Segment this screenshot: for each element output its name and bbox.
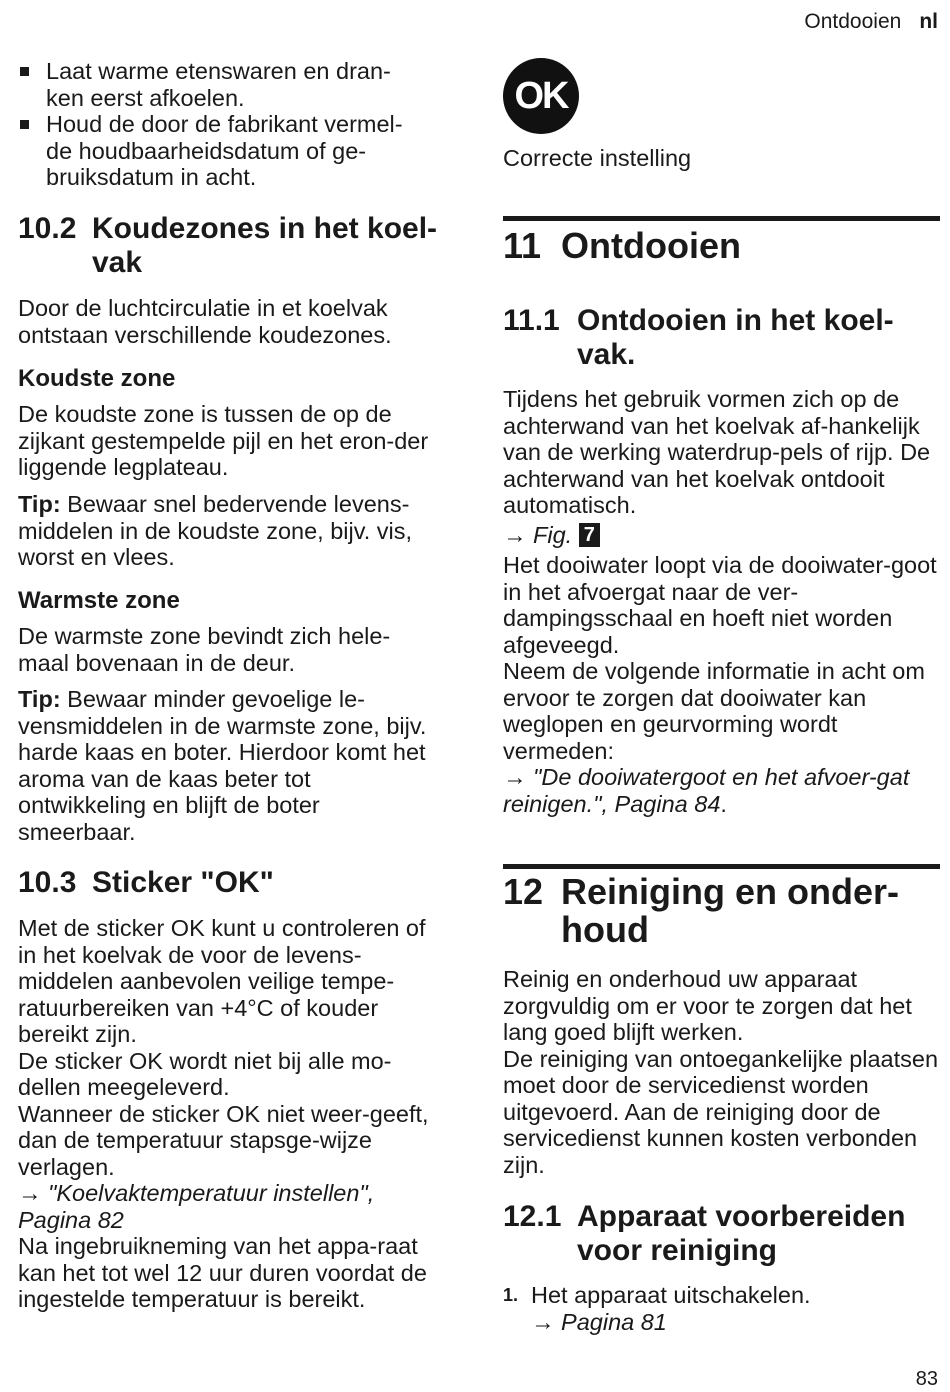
right-column [503, 0, 940, 1335]
reference-text: "Koelvaktemperatuur instellen", Pagina 82 [18, 1180, 375, 1233]
paragraph: De koudste zone is tussen de op de zijkant gestempelde pijl en het eron-der liggende legplateau. [18, 401, 429, 480]
cross-reference-link[interactable] [18, 1180, 450, 1233]
paragraph: Wanneer de sticker OK niet weer-geeft, dan de temperatuur stapsge-wijze verlagen. [18, 1100, 429, 1180]
subheading-warm-zone: Warmste zone [18, 587, 180, 614]
section-title-cont: vak. [577, 338, 636, 371]
ok-caption: Correcte instelling [503, 145, 692, 171]
section-10-2-heading [18, 212, 450, 280]
cross-reference-link[interactable] [531, 1309, 940, 1336]
chapter-12-heading [503, 873, 940, 949]
reference-period: . [720, 790, 727, 817]
arrow-right-icon: → [18, 1180, 49, 1206]
chapter-title: Ontdooien [561, 225, 741, 266]
paragraph: Het dooiwater loopt via de dooiwater-goot in het afvoergat naar de ver-dampingsschaal en hoeft niet worden afgeveegd. [503, 552, 937, 658]
section-title: Koudezones in het koel- [92, 212, 438, 245]
chapter-11-heading [503, 227, 741, 265]
section-number: 10.2 [18, 212, 77, 245]
tip-paragraph [18, 491, 450, 571]
tip-label: Tip: [18, 686, 61, 712]
chapter-12-body [503, 966, 940, 1178]
paragraph: Neem de volgende informatie in acht om ervoor te zorgen dat dooiwater kan weglopen en geurvorming wordt vermeden: [503, 658, 925, 764]
tip-label: Tip: [18, 491, 61, 517]
section-number: 11.1 [503, 304, 560, 337]
paragraph: De warmste zone bevindt zich hele-maal bovenaan in de deur. [18, 623, 391, 676]
section-divider [503, 216, 940, 221]
paragraph: De reiniging van ontoegankelijke plaatsen moet door de servicedienst worden uitgevoerd. Aan de reiniging door de servicedienst kunnen kosten verbonden zijn. [503, 1045, 939, 1178]
arrow-right-icon: → [503, 522, 534, 548]
tip-text: Bewaar minder gevoelige le-vensmiddelen in de warmste zone, bijv. harde kaas en boter. Hierdoor komt het aroma van de kaas beter tot ontwikkeling en blijft de boter smeerbaar. [18, 686, 427, 845]
tip-paragraph [18, 686, 430, 845]
cross-reference-link[interactable] [503, 764, 940, 817]
step-number: 1. [503, 1285, 519, 1305]
step-text: Het apparaat uitschakelen. [531, 1282, 811, 1308]
chapter-number: 11 [503, 225, 542, 266]
reference-text: "De dooiwatergoot en het afvoer-gat reinigen.", Pagina 84 [503, 764, 910, 817]
chapter-title-cont: houd [561, 909, 649, 950]
subheading-cold-zone: Koudste zone [18, 365, 176, 392]
arrow-right-icon: → [531, 1308, 562, 1335]
section-10-3-body [18, 915, 450, 1313]
section-11-1-body [503, 552, 940, 817]
section-title-cont: vak [92, 246, 143, 279]
list-item: Houd de door de fabrikant vermel- de houdbaarheidsdatum of ge- bruiksdatum in acht. [18, 111, 450, 191]
header-lang: nl [919, 10, 938, 33]
list-item: Laat warme etenswaren en dran- ken eerst afkoelen. [18, 58, 450, 111]
figure-number-badge: 7 [579, 523, 600, 547]
arrow-right-icon: → [503, 764, 534, 790]
section-12-1-heading [503, 1200, 940, 1268]
figure-reference-link[interactable] [503, 522, 600, 549]
section-title-cont: voor reiniging [577, 1234, 778, 1267]
section-11-1-heading [503, 304, 940, 372]
chapter-title: Reiniging en onder- [561, 871, 899, 912]
bullet-list [18, 58, 450, 191]
page-number: 83 [915, 1368, 938, 1390]
tip-text: Bewaar snel bedervende levens-middelen in de koudste zone, bijv. vis, worst en vlees. [18, 491, 413, 570]
section-10-3-heading [18, 866, 274, 900]
reference-text: Pagina 81 [561, 1308, 667, 1335]
paragraph: Na ingebruikneming van het appa-raat kan het tot wel 12 uur duren voordat de ingestelde temperatuur is bereikt. [18, 1233, 427, 1312]
paragraph: Tijdens het gebruik vormen zich op de achterwand van het koelvak af-hankelijk van de werking waterdrup-pels of rijp. De achterwand van het koelvak ontdooit automatisch. [503, 386, 931, 518]
section-divider [503, 864, 940, 869]
figure-label: Fig. [533, 522, 579, 548]
section-title: Ontdooien in het koel- [577, 304, 894, 337]
section-title: Apparaat voorbereiden [577, 1200, 906, 1233]
section-title: Sticker "OK" [92, 866, 274, 899]
paragraph: Met de sticker OK kunt u controleren of in het koelvak de voor de levens-middelen aanbevolen veilige tempe-ratuurbereiken van +4°C of kouder bereikt zijn. [18, 915, 426, 1047]
paragraph: Reinig en onderhoud uw apparaat zorgvuldig om er voor te zorgen dat het lang goed blijft werken. [503, 966, 912, 1045]
paragraph: Door de luchtcirculatie in et koelvak ontstaan verschillende koudezones. [18, 295, 392, 348]
section-number: 12.1 [503, 1200, 562, 1233]
step-list [503, 1282, 940, 1335]
paragraph: De sticker OK wordt niet bij alle mo-dellen meegeleverd. [18, 1047, 392, 1100]
ok-sticker-icon: OK [503, 58, 579, 134]
header-section: Ontdooien [804, 10, 902, 33]
chapter-number: 12 [503, 871, 544, 912]
section-number: 10.3 [18, 866, 77, 899]
